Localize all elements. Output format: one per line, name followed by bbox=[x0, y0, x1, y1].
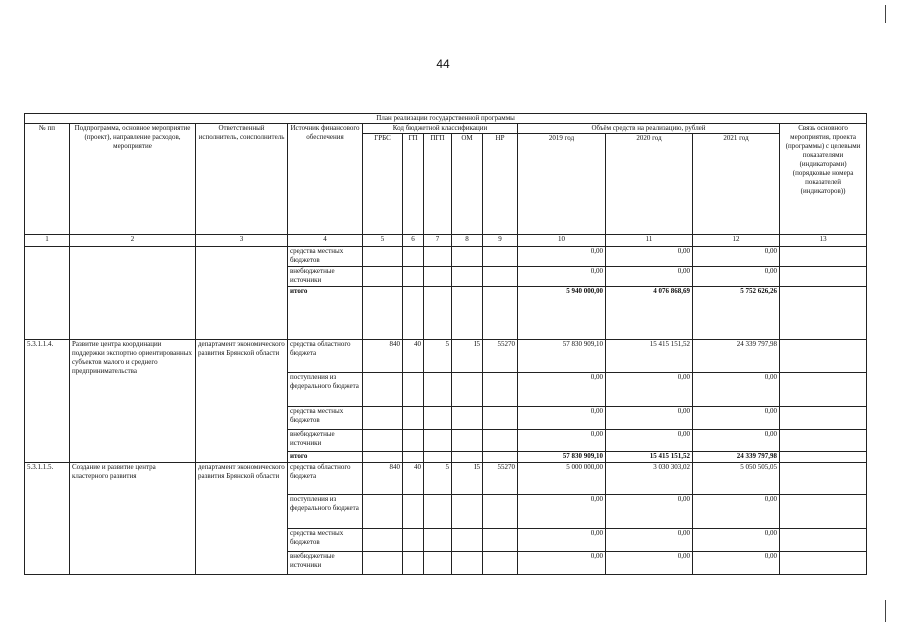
header-om: ОМ bbox=[452, 134, 483, 235]
pgp-cell bbox=[424, 287, 452, 340]
amount-2019-cell: 0,00 bbox=[518, 495, 606, 529]
amount-2019-cell: 0,00 bbox=[518, 267, 606, 287]
om-cell bbox=[452, 407, 483, 430]
source-cell: итого bbox=[288, 287, 363, 340]
source-cell: поступления из федерального бюджета bbox=[288, 495, 363, 529]
column-number: 6 bbox=[403, 235, 424, 247]
row-number-cell: 5.3.1.1.4. bbox=[25, 340, 70, 463]
gp-cell bbox=[403, 267, 424, 287]
indicator-link-cell bbox=[780, 452, 867, 463]
column-number: 1 bbox=[25, 235, 70, 247]
np-cell bbox=[483, 247, 518, 267]
indicator-link-cell bbox=[780, 373, 867, 407]
column-number: 8 bbox=[452, 235, 483, 247]
amount-2019-cell: 57 830 909,10 bbox=[518, 452, 606, 463]
column-number-row bbox=[25, 235, 867, 247]
header-budget-class: Код бюджетной классификации bbox=[363, 124, 518, 134]
np-cell: 55270 bbox=[483, 463, 518, 495]
grbs-cell bbox=[363, 452, 403, 463]
np-cell bbox=[483, 495, 518, 529]
header-num: № пп bbox=[25, 124, 70, 235]
source-cell: внебюджетные источники bbox=[288, 267, 363, 287]
indicator-link-cell bbox=[780, 463, 867, 495]
amount-2020-cell: 0,00 bbox=[606, 247, 693, 267]
amount-2021-cell: 0,00 bbox=[693, 552, 780, 575]
amount-2020-cell: 15 415 151,52 bbox=[606, 452, 693, 463]
column-number: 7 bbox=[424, 235, 452, 247]
np-cell bbox=[483, 267, 518, 287]
table-row bbox=[25, 247, 867, 267]
amount-2021-cell: 5 050 505,05 bbox=[693, 463, 780, 495]
amount-2021-cell: 0,00 bbox=[693, 373, 780, 407]
header-np: НР bbox=[483, 134, 518, 235]
indicator-link-cell bbox=[780, 267, 867, 287]
header-2021: 2021 год bbox=[693, 134, 780, 235]
gp-cell bbox=[403, 529, 424, 552]
grbs-cell bbox=[363, 552, 403, 575]
header-source: Источник финансового обеспечения bbox=[288, 124, 363, 235]
column-number: 5 bbox=[363, 235, 403, 247]
indicator-link-cell bbox=[780, 287, 867, 340]
amount-2021-cell: 0,00 bbox=[693, 529, 780, 552]
pgp-cell bbox=[424, 247, 452, 267]
plan-table bbox=[24, 113, 867, 575]
amount-2021-cell: 24 339 797,98 bbox=[693, 340, 780, 373]
amount-2020-cell: 0,00 bbox=[606, 495, 693, 529]
pgp-cell: 5 bbox=[424, 463, 452, 495]
grbs-cell bbox=[363, 267, 403, 287]
column-number: 9 bbox=[483, 235, 518, 247]
grbs-cell bbox=[363, 529, 403, 552]
source-cell: средства областного бюджета bbox=[288, 340, 363, 373]
header-volume: Объём средств на реализацию, рублей bbox=[518, 124, 780, 134]
responsible-cell: департамент экономического развития Брянской области bbox=[196, 340, 288, 463]
header-subprogram: Подпрограмма, основное мероприятие (проект), направление расходов, мероприятие bbox=[70, 124, 196, 235]
column-number: 4 bbox=[288, 235, 363, 247]
header-gp: ГП bbox=[403, 134, 424, 235]
om-cell bbox=[452, 267, 483, 287]
column-number: 10 bbox=[518, 235, 606, 247]
amount-2021-cell: 24 339 797,98 bbox=[693, 452, 780, 463]
gp-cell bbox=[403, 373, 424, 407]
np-cell bbox=[483, 287, 518, 340]
om-cell bbox=[452, 430, 483, 452]
page-number: 44 bbox=[436, 57, 450, 71]
om-cell bbox=[452, 495, 483, 529]
row-number-cell bbox=[25, 247, 70, 340]
om-cell bbox=[452, 287, 483, 340]
source-cell: внебюджетные источники bbox=[288, 552, 363, 575]
om-cell bbox=[452, 552, 483, 575]
amount-2019-cell: 0,00 bbox=[518, 430, 606, 452]
np-cell bbox=[483, 529, 518, 552]
margin-line bbox=[885, 5, 886, 23]
source-cell: итого bbox=[288, 452, 363, 463]
amount-2021-cell: 0,00 bbox=[693, 495, 780, 529]
header-2020: 2020 год bbox=[606, 134, 693, 235]
pgp-cell: 5 bbox=[424, 340, 452, 373]
table-title: План реализации государственной программы bbox=[25, 114, 867, 124]
amount-2021-cell: 5 752 626,26 bbox=[693, 287, 780, 340]
amount-2020-cell: 0,00 bbox=[606, 552, 693, 575]
gp-cell: 40 bbox=[403, 340, 424, 373]
amount-2019-cell: 0,00 bbox=[518, 529, 606, 552]
header-link: Связь основного мероприятия, проекта (программы) с целевыми показателями (индикаторами) (порядковые номера показателей (индикаторов)) bbox=[780, 124, 867, 235]
pgp-cell bbox=[424, 452, 452, 463]
amount-2020-cell: 3 030 303,02 bbox=[606, 463, 693, 495]
amount-2021-cell: 0,00 bbox=[693, 430, 780, 452]
pgp-cell bbox=[424, 373, 452, 407]
header-responsible: Ответственный исполнитель, соисполнитель bbox=[196, 124, 288, 235]
indicator-link-cell bbox=[780, 430, 867, 452]
table-row bbox=[25, 340, 867, 373]
amount-2019-cell: 0,00 bbox=[518, 407, 606, 430]
amount-2021-cell: 0,00 bbox=[693, 267, 780, 287]
column-number: 3 bbox=[196, 235, 288, 247]
source-cell: средства областного бюджета bbox=[288, 463, 363, 495]
grbs-cell: 840 bbox=[363, 463, 403, 495]
header-grbs: ГРБС bbox=[363, 134, 403, 235]
source-cell: поступления из федерального бюджета bbox=[288, 373, 363, 407]
indicator-link-cell bbox=[780, 340, 867, 373]
responsible-cell bbox=[196, 247, 288, 340]
om-cell bbox=[452, 452, 483, 463]
np-cell bbox=[483, 373, 518, 407]
amount-2021-cell: 0,00 bbox=[693, 407, 780, 430]
gp-cell bbox=[403, 430, 424, 452]
np-cell: 55270 bbox=[483, 340, 518, 373]
grbs-cell bbox=[363, 247, 403, 267]
om-cell bbox=[452, 247, 483, 267]
amount-2020-cell: 0,00 bbox=[606, 267, 693, 287]
column-number: 12 bbox=[693, 235, 780, 247]
activity-name-cell bbox=[70, 247, 196, 340]
pgp-cell bbox=[424, 495, 452, 529]
gp-cell: 40 bbox=[403, 463, 424, 495]
np-cell bbox=[483, 552, 518, 575]
amount-2020-cell: 15 415 151,52 bbox=[606, 340, 693, 373]
amount-2021-cell: 0,00 bbox=[693, 247, 780, 267]
pgp-cell bbox=[424, 430, 452, 452]
amount-2020-cell: 0,00 bbox=[606, 529, 693, 552]
gp-cell bbox=[403, 552, 424, 575]
indicator-link-cell bbox=[780, 247, 867, 267]
source-cell: средства местных бюджетов bbox=[288, 247, 363, 267]
table-row bbox=[25, 463, 867, 495]
amount-2019-cell: 0,00 bbox=[518, 373, 606, 407]
gp-cell bbox=[403, 452, 424, 463]
pgp-cell bbox=[424, 267, 452, 287]
om-cell: I5 bbox=[452, 340, 483, 373]
pgp-cell bbox=[424, 552, 452, 575]
indicator-link-cell bbox=[780, 529, 867, 552]
activity-name-cell: Создание и развитие центра кластерного развития bbox=[70, 463, 196, 575]
header-2019: 2019 год bbox=[518, 134, 606, 235]
column-number: 11 bbox=[606, 235, 693, 247]
pgp-cell bbox=[424, 407, 452, 430]
indicator-link-cell bbox=[780, 407, 867, 430]
grbs-cell bbox=[363, 407, 403, 430]
np-cell bbox=[483, 407, 518, 430]
grbs-cell: 840 bbox=[363, 340, 403, 373]
amount-2019-cell: 0,00 bbox=[518, 247, 606, 267]
pgp-cell bbox=[424, 529, 452, 552]
header-pgp: ПГП bbox=[424, 134, 452, 235]
om-cell bbox=[452, 529, 483, 552]
gp-cell bbox=[403, 495, 424, 529]
activity-name-cell: Развитие центра координации поддержки экспортно ориентированных субъектов малого и среднего предпринимательства bbox=[70, 340, 196, 463]
amount-2019-cell: 57 830 909,10 bbox=[518, 340, 606, 373]
grbs-cell bbox=[363, 373, 403, 407]
column-number: 2 bbox=[70, 235, 196, 247]
gp-cell bbox=[403, 287, 424, 340]
grbs-cell bbox=[363, 430, 403, 452]
grbs-cell bbox=[363, 287, 403, 340]
gp-cell bbox=[403, 247, 424, 267]
np-cell bbox=[483, 452, 518, 463]
indicator-link-cell bbox=[780, 495, 867, 529]
amount-2020-cell: 0,00 bbox=[606, 430, 693, 452]
om-cell bbox=[452, 373, 483, 407]
amount-2019-cell: 5 940 000,00 bbox=[518, 287, 606, 340]
responsible-cell: департамент экономического развития Брянской области bbox=[196, 463, 288, 575]
amount-2019-cell: 5 000 000,00 bbox=[518, 463, 606, 495]
grbs-cell bbox=[363, 495, 403, 529]
gp-cell bbox=[403, 407, 424, 430]
amount-2020-cell: 0,00 bbox=[606, 373, 693, 407]
source-cell: средства местных бюджетов bbox=[288, 407, 363, 430]
row-number-cell: 5.3.1.1.5. bbox=[25, 463, 70, 575]
source-cell: внебюджетные источники bbox=[288, 430, 363, 452]
margin-line bbox=[885, 600, 886, 622]
source-cell: средства местных бюджетов bbox=[288, 529, 363, 552]
column-number: 13 bbox=[780, 235, 867, 247]
amount-2020-cell: 4 076 868,69 bbox=[606, 287, 693, 340]
om-cell: I5 bbox=[452, 463, 483, 495]
amount-2019-cell: 0,00 bbox=[518, 552, 606, 575]
np-cell bbox=[483, 430, 518, 452]
indicator-link-cell bbox=[780, 552, 867, 575]
amount-2020-cell: 0,00 bbox=[606, 407, 693, 430]
